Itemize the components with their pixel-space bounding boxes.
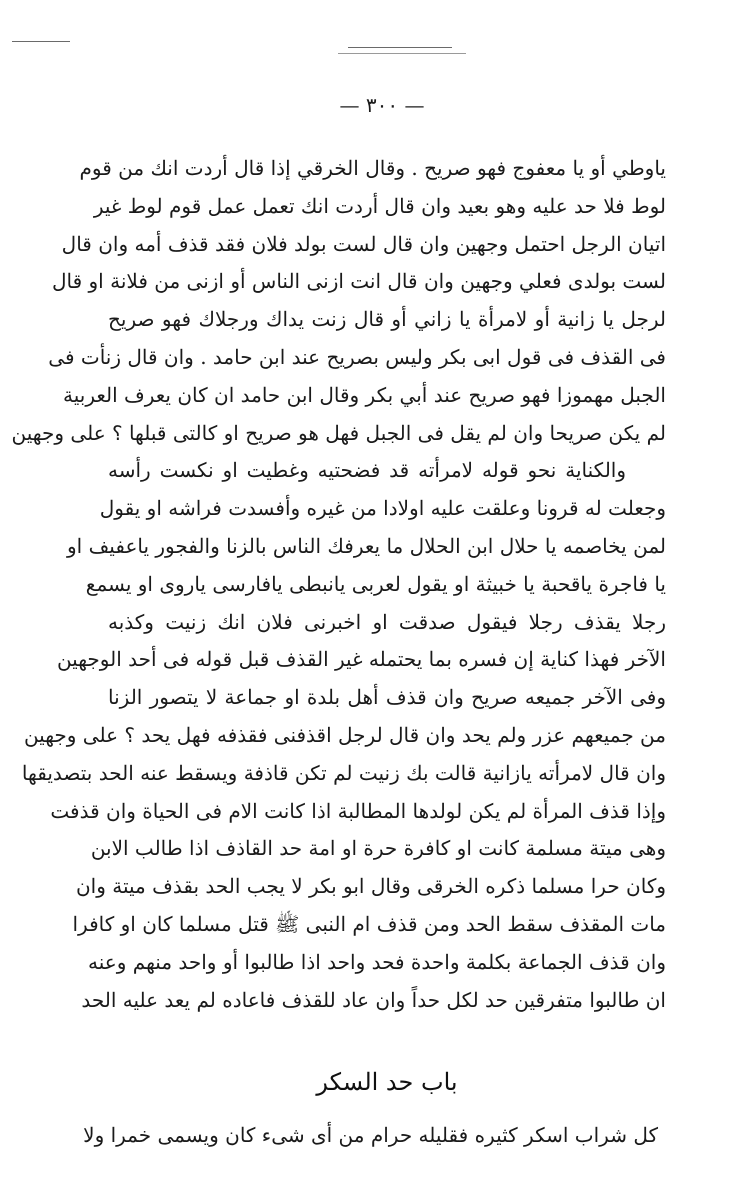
text-line: اتيان الرجل احتمل وجهين وان قال لست بولد فلان فقد قذف أمه وان قال	[61, 231, 666, 256]
top-center-thin-rule	[338, 53, 466, 54]
text-line: لرجل يا زانية أو لامرأة يا زاني أو قال زنت يداك ورجلاك فهو صريح	[108, 307, 666, 332]
text-line: وان قال لامرأته يازانية قالت بك زنيت لم تكن قاذفة ويسقط عنه الحد بتصديقها	[21, 760, 666, 785]
text-line: يا فاجرة ياقحبة يا خبيثة او يقول لعربى يانبطى يافارسى ياروى او يسمع	[85, 571, 666, 596]
text-line: وفى الآخر جميعه صريح وان قذف أهل بلدة او جماعة لا يتصور الزنا	[108, 685, 666, 710]
text-line: رجلا يقذف رجلا فيقول صدقت او اخبرنى فلان انك زنيت وكذبه	[108, 609, 666, 634]
text-line-paragraph-start: والكناية نحو قوله لامرأته قد فضحتيه وغطيت او نكست رأسه	[108, 458, 626, 483]
page-number: — ٣٠٠ —	[339, 93, 425, 117]
text-line: لمن يخاصمه يا حلال ابن الحلال ما يعرفك الناس بالزنا والفجور ياعفيف او	[67, 533, 666, 558]
text-line: الجبل مهموزا فهو صريح عند أبي بكر وقال ابن حامد ان كان يعرف العربية	[63, 382, 666, 407]
text-line: الآخر فهذا كناية إن فسره بما يحتمله غير القذف قبل قوله فى أحد الوجهين	[56, 647, 666, 672]
text-line: وإذا قذف المرأة لم يكن لولدها المطالبة اذا كانت الام فى الحياة وان قذفت	[50, 798, 666, 823]
text-line: لم يكن صريحا وان لم يقل فى الجبل فهل هو صريح او كالتى قبلها ؟ على وجهين	[11, 420, 666, 445]
text-line: لوط فلا حد عليه وهو بعيد وان قال أردت انك تعمل عمل قوم لوط غير	[93, 193, 666, 218]
text-line: وان قذف الجماعة بكلمة واحدة فحد واحد اذا طالبوا أو واحد منهم وعنه	[88, 949, 666, 974]
body-text	[11, 150, 666, 1019]
text-line: وهى ميتة مسلمة كانت او كافرة حرة او امة حد القاذف اذا طالب الابن	[90, 836, 666, 861]
text-line: وكان حرا مسلما ذكره الخرقى وقال ابو بكر لا يجب الحد بقذف ميتة وان	[75, 874, 666, 899]
text-line: ياوطي أو يا معفوج فهو صريح . وقال الخرقي إذا قال أردت انك من قوم	[79, 156, 666, 180]
top-center-rule	[348, 47, 452, 48]
text-line-last: كل شراب اسكر كثيره فقليله حرام من أى شىء كان ويسمى خمرا ولا	[83, 1123, 658, 1147]
text-line: ان طالبوا متفرقين حد لكل حداً وان عاد للقذف فاعاده لم يعد عليه الحد	[81, 987, 666, 1012]
text-line: لست بولدى فعلي وجهين وان قال انت ازنى الناس أو ازنى من فلانة او قال	[51, 269, 666, 294]
section-heading: باب حد السكر	[316, 1068, 458, 1096]
text-line: فى القذف فى قول ابى بكر وليس بصريح عند ابن حامد . وان قال زنأت فى	[48, 344, 666, 369]
text-line: وجعلت له قرونا وعلقت عليه اولادا من غيره وأفسدت فراشه او يقول	[99, 496, 666, 521]
top-left-rule	[12, 41, 70, 42]
text-line: مات المقذف سقط الحد ومن قذف ام النبى ﷺ قتل مسلما كان او كافرا	[72, 911, 666, 936]
text-line: من جميعهم عزر ولم يحد وان قال لرجل اقذفنى فقذفه فهل يحد ؟ على وجهين	[23, 722, 666, 747]
